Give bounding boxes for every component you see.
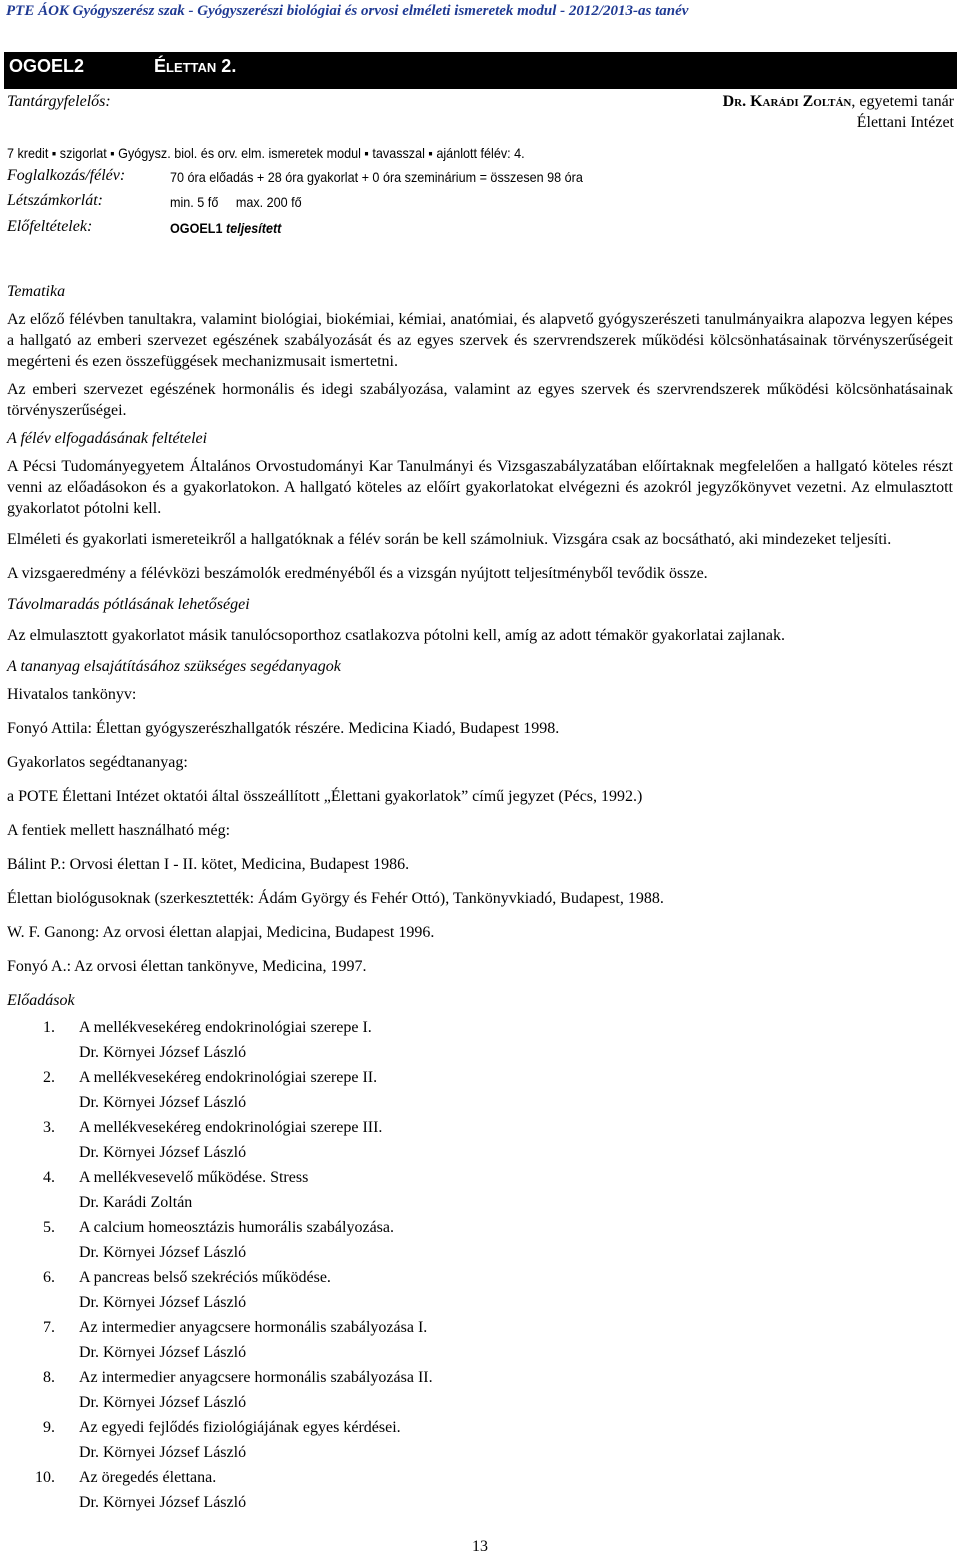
lecture-title: A mellékvesekéreg endokrinológiai szerepe I.	[79, 1019, 372, 1036]
lecture-title: A mellékvesevelő működése. Stress	[79, 1169, 309, 1186]
section-heading-lectures: Előadások	[7, 992, 75, 1009]
course-code: OGOEL2	[9, 56, 85, 76]
lecture-item	[7, 1365, 953, 1415]
section-heading-absence: Távolmaradás pótlásának lehetőségei	[7, 596, 250, 613]
official-textbook-label: Hivatalos tankönyv:	[7, 686, 137, 703]
lecture-title: A mellékvesekéreg endokrinológiai szerepe II.	[79, 1069, 378, 1086]
meta-value: min. 5 fő max. 200 fő	[170, 194, 302, 210]
lecture-item	[7, 1415, 953, 1465]
lecture-number: 6.	[43, 1269, 55, 1286]
page-number: 13	[472, 1538, 488, 1555]
meta-label: Foglalkozás/félév:	[7, 167, 126, 184]
lecture-number: 1.	[43, 1019, 55, 1036]
tematika-paragraph: Az emberi szervezet egészének hormonális és idegi szabályozása, valamint az egyes szervek és szervrendszerek működési kölcsönhatásainak törvényszerűségei.	[7, 381, 953, 419]
lecture-title: Az intermedier anyagcsere hormonális szabályozása II.	[79, 1369, 433, 1386]
lecture-title: Az intermedier anyagcsere hormonális szabályozása I.	[79, 1319, 428, 1336]
requirements-paragraph: Elméleti és gyakorlati ismereteikről a hallgatóknak a félév során be kell számolniuk. Vizsgára csak az bocsátható, aki mindezeket teljesíti.	[7, 531, 892, 548]
requirements-paragraph: A vizsgaeredmény a félévközi beszámolók eredményéből és a vizsgán nyújtott teljesítményből tevődik össze.	[7, 565, 708, 582]
responsible-institute: Élettani Intézet	[856, 114, 954, 131]
lecture-number: 10.	[35, 1469, 55, 1486]
lecture-number: 3.	[43, 1119, 55, 1136]
course-title: Élettan 2.	[154, 56, 237, 76]
section-heading-tematika: Tematika	[7, 283, 66, 300]
course-meta-line	[7, 145, 582, 161]
lecture-item	[7, 1315, 953, 1365]
section-heading-materials: A tananyag elsajátításához szükséges segédanyagok	[7, 658, 341, 675]
extra-material-label: A fentiek mellett használható még:	[7, 822, 231, 839]
lecture-number: 7.	[43, 1319, 55, 1336]
lecture-item	[7, 1015, 953, 1065]
extra-material-item: Élettan biológusoknak (szerkesztették: Ádám György és Fehér Ottó), Tankönyvkiadó, Budapest, 1988.	[7, 890, 664, 907]
lecture-item	[7, 1115, 953, 1165]
lecture-number: 4.	[43, 1169, 55, 1186]
lecture-number: 8.	[43, 1369, 55, 1386]
lecture-lecturer: Dr. Karádi Zoltán	[79, 1194, 193, 1211]
requirements-paragraph: A Pécsi Tudományegyetem Általános Orvostudományi Kar Tanulmányi és Vizsgaszabályzatában előírtaknak megfelelően a hallgató köteles részt venni az előadásokon és a gyakorlatokon. A hallgató köteles az előírt gyakorlatokat elvégezni és azokról jegyzőkönyvet vezetni. Az elmulasztott gyakorlatot pótolni kell.	[7, 458, 953, 517]
lecture-number: 9.	[43, 1419, 55, 1436]
lecture-title: Az öregedés élettana.	[79, 1469, 217, 1486]
prerequisite-code: OGOEL1	[170, 220, 223, 236]
section-heading-requirements: A félév elfogadásának feltételei	[7, 430, 208, 447]
lecture-title: A pancreas belső szekréciós működése.	[79, 1269, 331, 1286]
lecture-list	[7, 1015, 953, 1515]
lecture-title: A mellékvesekéreg endokrinológiai szerepe III.	[79, 1119, 383, 1136]
lecture-item	[7, 1265, 953, 1315]
lecture-lecturer: Dr. Környei József László	[79, 1394, 247, 1411]
extra-material-item: Fonyó A.: Az orvosi élettan tankönyve, Medicina, 1997.	[7, 958, 367, 975]
lecture-item	[7, 1065, 953, 1115]
extra-material-item: W. F. Ganong: Az orvosi élettan alapjai, Medicina, Budapest 1996.	[7, 924, 435, 941]
lecture-item	[7, 1465, 953, 1515]
extra-material-item: Bálint P.: Orvosi élettan I - II. kötet, Medicina, Budapest 1986.	[7, 856, 410, 873]
official-textbook: Fonyó Attila: Élettan gyógyszerészhallgatók részére. Medicina Kiadó, Budapest 1998.	[7, 720, 560, 737]
lecture-lecturer: Dr. Környei József László	[79, 1144, 247, 1161]
prerequisite-status: teljesített	[222, 220, 282, 236]
lecture-lecturer: Dr. Környei József László	[79, 1294, 247, 1311]
lecture-lecturer: Dr. Környei József László	[79, 1344, 247, 1361]
lecture-lecturer: Dr. Környei József László	[79, 1244, 247, 1261]
practical-material-label: Gyakorlatos segédtananyag:	[7, 754, 188, 771]
responsible-label: Tantárgyfelelős:	[7, 93, 111, 110]
responsible-person	[723, 93, 954, 111]
practical-material: a POTE Élettani Intézet oktatói által összeállított „Élettani gyakorlatok” című jegyzet (Pécs, 1992.)	[7, 788, 643, 805]
lecture-lecturer: Dr. Környei József László	[79, 1444, 247, 1461]
running-header: PTE ÁOK Gyógyszerész szak - Gyógyszerészi biológiai és orvosi elméleti ismeretek modul - 2012/2013-as tanév	[6, 3, 689, 19]
meta-value: 70 óra előadás + 28 óra gyakorlat + 0 óra szeminárium = összesen 98 óra	[170, 169, 583, 185]
lecture-number: 5.	[43, 1219, 55, 1236]
lecture-lecturer: Dr. Környei József László	[79, 1494, 247, 1511]
meta-label: Létszámkorlát:	[7, 192, 103, 209]
lecture-lecturer: Dr. Környei József László	[79, 1044, 247, 1061]
meta-label: Előfeltételek:	[7, 218, 93, 235]
course-title-bar	[4, 52, 957, 89]
lecture-title: A calcium homeosztázis humorális szabályozása.	[79, 1219, 395, 1236]
lecture-item	[7, 1215, 953, 1265]
lecture-lecturer: Dr. Környei József László	[79, 1094, 247, 1111]
tematika-paragraph: Az előző félévben tanultakra, valamint biológiai, biokémiai, kémiai, anatómiai, és alapvető gyógyszerészeti tanulmányaikra alapozva legyen képes a hallgató az emberi szervezet egészének szabályozását és az egyes szervek és szervrendszerek működési kölcsönhatásainak törvényszerűségeit megérteni és ezen összefüggések mechanizmusait ismertetni.	[7, 311, 953, 370]
lecture-title: Az egyedi fejlődés fiziológiájának egyes kérdései.	[79, 1419, 401, 1436]
lecture-number: 2.	[43, 1069, 55, 1086]
course-meta-text: 7 kredit ▪ szigorlat ▪ Gyógysz. biol. és orv. elm. ismeretek modul ▪ tavasszal ▪ ajánlott félév: 4.	[7, 145, 525, 161]
syllabus-content	[7, 281, 953, 1515]
responsible-position: , egyetemi tanár	[851, 93, 954, 110]
responsible-name: Dr. Karádi Zoltán	[722, 93, 852, 110]
lecture-item	[7, 1165, 953, 1215]
absence-paragraph: Az elmulasztott gyakorlatot másik tanulócsoporthoz csatlakozva pótolni kell, amíg az adott témakör gyakorlatai zajlanak.	[7, 627, 785, 644]
